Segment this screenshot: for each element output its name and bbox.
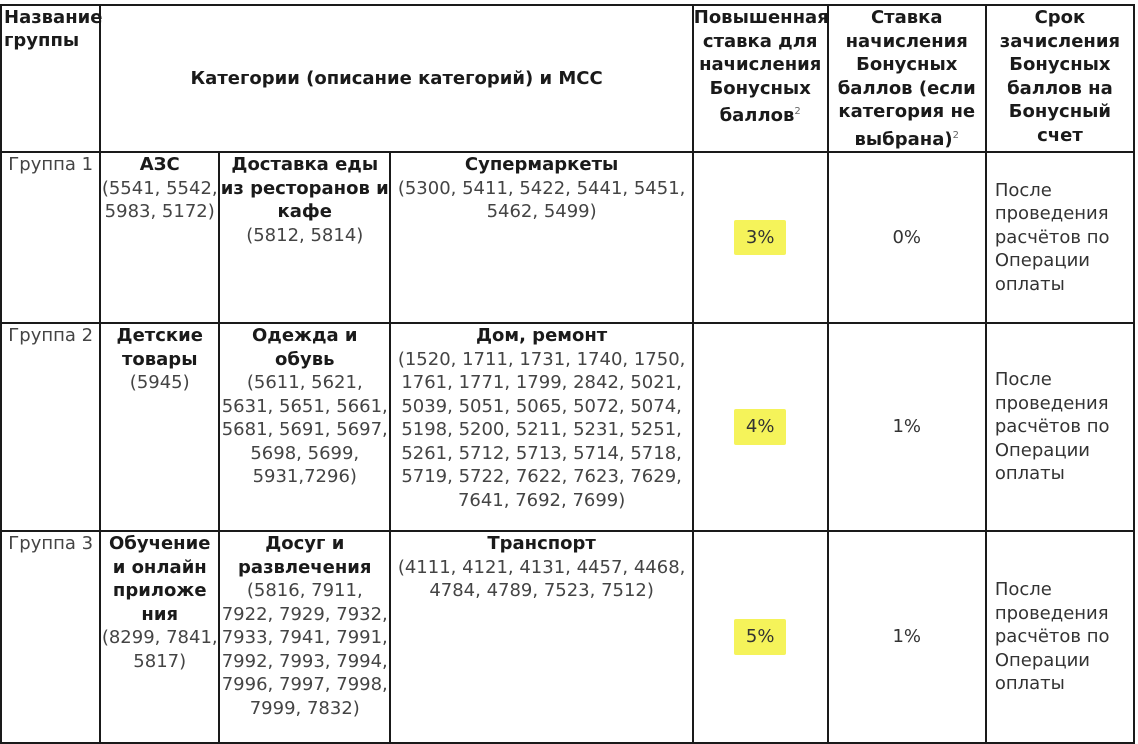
category-codes: (5812, 5814): [246, 224, 364, 246]
increased-rate-cell: [693, 323, 828, 531]
category-codes: (5945): [129, 372, 190, 393]
category-cell: [219, 531, 390, 743]
header-term: Срок зачисления Бонусных баллов на Бонусный счет: [986, 5, 1134, 152]
category-cell: [100, 152, 219, 323]
increased-rate-cell: [693, 531, 828, 743]
category-codes: (8299, 7841, 5817): [101, 627, 218, 672]
category-name: Детские товары: [116, 325, 203, 370]
category-codes: (5611, 5621, 5631, 5651, 5661, 5681, 5691, 5697, 5698, 5699, 5931,7296): [221, 372, 388, 487]
increased-rate-cell: [693, 152, 828, 323]
category-name: Транспорт: [487, 533, 596, 554]
category-cell: [100, 531, 219, 743]
category-name: Одежда и обувь: [252, 325, 358, 370]
category-name: АЗС: [139, 154, 180, 175]
category-cell: [219, 323, 390, 531]
group-name: Группа 3: [1, 531, 100, 743]
base-rate-value: 1%: [828, 531, 986, 743]
category-name: Обучение и онлайн приложе ния: [109, 533, 211, 625]
category-name: Супермаркеты: [464, 154, 619, 175]
category-cell: [390, 323, 692, 531]
term-value: После проведения расчётов по Операции оплаты: [986, 152, 1134, 323]
category-name: Досуг и развлечения: [238, 533, 372, 578]
category-cell: [390, 531, 692, 743]
table-row: [1, 323, 1134, 531]
header-base-rate-text: Ставка начисления Бонусных баллов (если категория не выбрана): [837, 7, 976, 150]
category-name: Дом, ремонт: [475, 325, 608, 346]
category-cell: [100, 323, 219, 531]
increased-rate-value: 5%: [734, 619, 787, 655]
term-value: После проведения расчётов по Операции оплаты: [986, 531, 1134, 743]
header-increased-rate-text: Повышенная ставка для начисления Бонусных баллов: [693, 7, 829, 126]
category-codes: (5816, 7911, 7922, 7929, 7932, 7933, 7941, 7991, 7992, 7993, 7994, 7996, 7997, 7998, 7999, 7832): [221, 580, 388, 719]
term-value: После проведения расчётов по Операции оплаты: [986, 323, 1134, 531]
bonus-categories-table: [0, 4, 1135, 744]
header-categories: Категории (описание категорий) и МСС: [100, 5, 692, 152]
header-base-rate-note: 2: [952, 129, 959, 141]
header-base-rate: [828, 5, 986, 152]
table-header-row: [1, 5, 1134, 152]
increased-rate-value: 4%: [734, 409, 787, 445]
category-cell: [390, 152, 692, 323]
category-codes: (5300, 5411, 5422, 5441, 5451, 5462, 5499): [397, 177, 686, 222]
increased-rate-value: 3%: [734, 220, 787, 256]
group-name: Группа 1: [1, 152, 100, 323]
base-rate-value: 0%: [828, 152, 986, 323]
base-rate-value: 1%: [828, 323, 986, 531]
table-row: [1, 531, 1134, 743]
header-increased-rate-note: 2: [794, 106, 801, 117]
category-codes: (4111, 4121, 4131, 4457, 4468, 4784, 4789, 7523, 7512): [397, 556, 686, 601]
category-name: Доставка еды из ресторанов и кафе: [220, 154, 389, 222]
header-group-name: Название группы: [1, 5, 100, 152]
group-name: Группа 2: [1, 323, 100, 531]
category-codes: (1520, 1711, 1731, 1740, 1750, 1761, 1771, 1799, 2842, 5021, 5039, 5051, 5065, 5072, 5074, 5198, 5200, 5211, 5231, 5251, 5261, 5712, 5713, 5714, 5718, 5719, 5722, 7622, 7623, 7629, 7641, 7692, 7699): [397, 348, 686, 511]
category-codes: (5541, 5542, 5983, 5172): [101, 177, 218, 222]
category-cell: [219, 152, 390, 323]
table-row: [1, 152, 1134, 323]
header-increased-rate: [693, 5, 828, 152]
